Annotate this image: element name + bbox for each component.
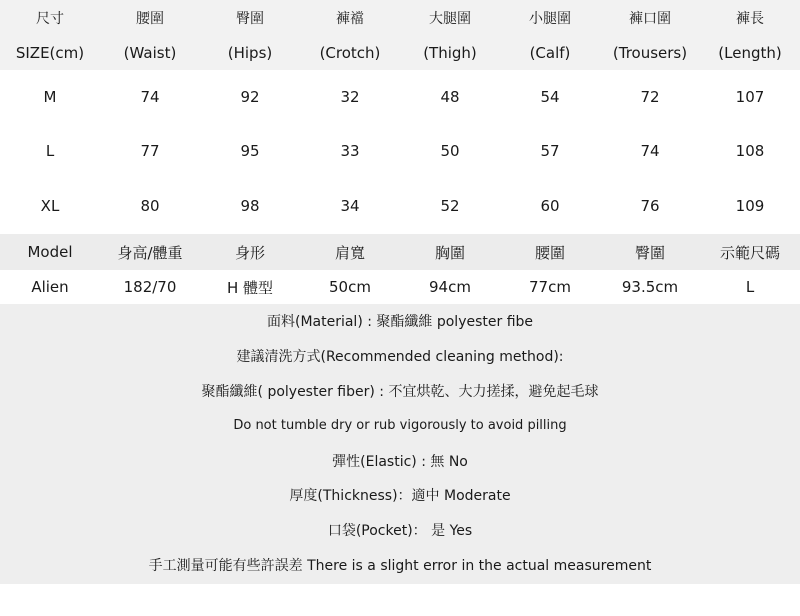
model-header-cell: 示範尺碼: [719, 243, 780, 262]
table-cell: 74: [140, 88, 160, 106]
thickness-line: 厚度(Thickness)：適中 Moderate: [289, 488, 511, 505]
model-header-cell: Model: [27, 243, 73, 261]
table-cell: 95: [240, 142, 260, 160]
table-cell: 98: [240, 197, 260, 215]
model-cell: 94cm: [429, 278, 471, 296]
table-cell: 109: [735, 197, 765, 215]
model-header-cell: 身高/體重: [117, 243, 183, 262]
table-cell: 50: [440, 142, 460, 160]
model-header-cell: 身形: [234, 243, 265, 262]
measurement-note: 手工測量可能有些許誤差 There is a slight error in the actual measurement: [148, 557, 652, 574]
cleaning-instruction-en: Do not tumble dry or rub vigorously to avoid pilling: [233, 418, 567, 434]
size-label-cell: L: [45, 142, 55, 160]
size-label-cell: M: [43, 88, 57, 106]
header-en-cell: (Hips): [227, 44, 273, 62]
table-row: [0, 70, 800, 124]
header-zh-cell: 小腿圍: [529, 11, 571, 27]
header-zh-cell: 褲口圍: [629, 11, 671, 27]
header-zh-cell: 大腿圍: [429, 11, 471, 27]
model-cell: H 體型: [226, 278, 274, 297]
table-cell: 77: [140, 142, 160, 160]
table-cell: 72: [640, 88, 660, 106]
model-cell: L: [745, 278, 755, 296]
table-cell: 60: [540, 197, 560, 215]
model-cell: 93.5cm: [621, 278, 679, 296]
table-cell: 74: [640, 142, 660, 160]
pocket-line: 口袋(Pocket)： 是 Yes: [327, 523, 473, 540]
elastic-line: 彈性(Elastic) : 無 No: [332, 453, 468, 470]
header-en-cell: SIZE(cm): [15, 44, 85, 62]
header-zh-cell: 腰圍: [136, 11, 164, 27]
product-info-panel: [0, 304, 800, 584]
table-cell: 108: [735, 142, 765, 160]
table-cell: 34: [340, 197, 360, 215]
size-table-header-zh: [0, 0, 800, 36]
header-en-cell: (Calf): [529, 44, 571, 62]
size-table-header-en: [0, 36, 800, 70]
model-header-cell: 肩寬: [334, 243, 365, 262]
model-cell: Alien: [31, 278, 69, 296]
header-zh-cell: 臀圍: [236, 11, 264, 27]
model-table-header: [0, 234, 800, 270]
header-zh-cell: 褲長: [736, 11, 764, 27]
header-zh-cell: 褲襠: [336, 11, 364, 27]
model-header-cell: 臀圍: [634, 243, 665, 262]
table-cell: 32: [340, 88, 360, 106]
header-en-cell: (Trousers): [612, 44, 688, 62]
table-cell: 33: [340, 142, 360, 160]
model-header-cell: 腰圍: [534, 243, 565, 262]
model-header-cell: 胸圍: [434, 243, 465, 262]
model-cell: 77cm: [529, 278, 571, 296]
cleaning-instruction-zh: 聚酯纖維( polyester fiber) : 不宜烘乾、大力搓揉，避免起毛球: [201, 383, 599, 400]
cleaning-method-heading: 建議清洗方式(Recommended cleaning method):: [236, 349, 564, 366]
table-cell: 54: [540, 88, 560, 106]
table-cell: 107: [735, 88, 765, 106]
bottom-margin: [0, 584, 800, 616]
table-cell: 76: [640, 197, 660, 215]
model-cell: 50cm: [329, 278, 371, 296]
table-row: [0, 179, 800, 233]
table-cell: 92: [240, 88, 260, 106]
table-row: [0, 124, 800, 178]
table-cell: 48: [440, 88, 460, 106]
model-cell: 182/70: [123, 278, 177, 296]
header-zh-cell: 尺寸: [36, 11, 64, 27]
header-en-cell: (Length): [718, 44, 782, 62]
model-table-row: [0, 270, 800, 304]
header-en-cell: (Waist): [123, 44, 177, 62]
table-cell: 80: [140, 197, 160, 215]
size-label-cell: XL: [40, 197, 60, 215]
header-en-cell: (Crotch): [319, 44, 381, 62]
material-line: 面料(Material) : 聚酯纖維 polyester fibe: [266, 314, 534, 331]
header-en-cell: (Thigh): [423, 44, 477, 62]
table-cell: 52: [440, 197, 460, 215]
table-cell: 57: [540, 142, 560, 160]
